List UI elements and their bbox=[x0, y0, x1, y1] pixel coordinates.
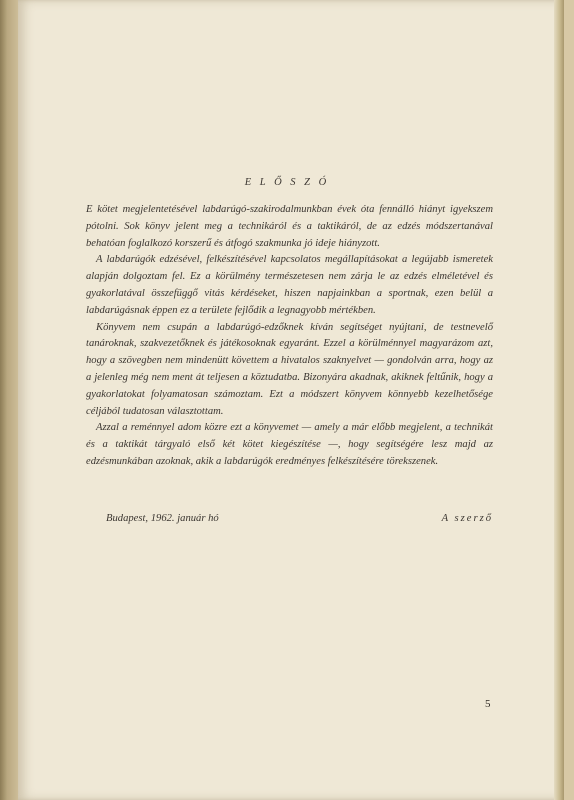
page-heading: E L Ő S Z Ó bbox=[244, 177, 330, 188]
paragraph: A labdarúgók edzésével, felkészítésével kapcsolatos megállapításokat a legújabb ismeretek alapján dolgoztam fel. Ez a körülmény természetesen nem zárja le az edzés elméletével és gyakorlatával összefüggő vitás kérdéseket, hiszen napjainkban a sportnak, ezen belül a labdarúgásnak éppen ez a területe fejlődik a legnagyobb mértékben. bbox=[86, 254, 493, 316]
paragraph: Azzal a reménnyel adom közre ezt a könyvemet — amely a már előbb megjelent, a technikát és a taktikát tárgyaló első két kötet kiegészítése —, hogy segítségére lesz majd az edzésmunkában azoknak, akik a labdarúgók eredményes felkészítésére törekszenek. bbox=[86, 422, 493, 467]
place-date: Budapest, 1962. január hó bbox=[106, 513, 219, 524]
page-number: 5 bbox=[485, 698, 491, 710]
signature-row bbox=[106, 513, 493, 531]
paragraph: E kötet megjelentetésével labdarúgó-szakirodalmunkban évek óta fennálló hiányt igyekszem pótolni. Sok könyv jelent meg a technikáról és a taktikáról, de az edzés módszertanával behatóan foglalkozó korszerű és átfogó szakmunka jó ideje hiányzott. bbox=[86, 204, 493, 249]
paragraph: Könyvem nem csupán a labdarúgó-edzőknek kíván segítséget nyújtani, de testnevelő tanároknak, szakvezetőknek és játékosoknak egyaránt. Ezzel a körülménnyel magyarázom azt, hogy a szövegben nem mindenütt követtem a hivatalos szaknyelvet — gondolván arra, hogy az a jelenleg még nem ment át teljesen a köztudatba. Bizonyára akadnak, akiknek feltűnik, hogy a gyakorlatokat folyamatosan számoztam. Ezt a módszert könyvem könnyebb kezelhetősége céljából tudatosan választottam. bbox=[86, 321, 493, 417]
page-edge bbox=[554, 0, 564, 800]
book-spine bbox=[0, 0, 18, 800]
preface-body bbox=[86, 202, 493, 471]
author-signature: A szerző bbox=[441, 513, 493, 524]
